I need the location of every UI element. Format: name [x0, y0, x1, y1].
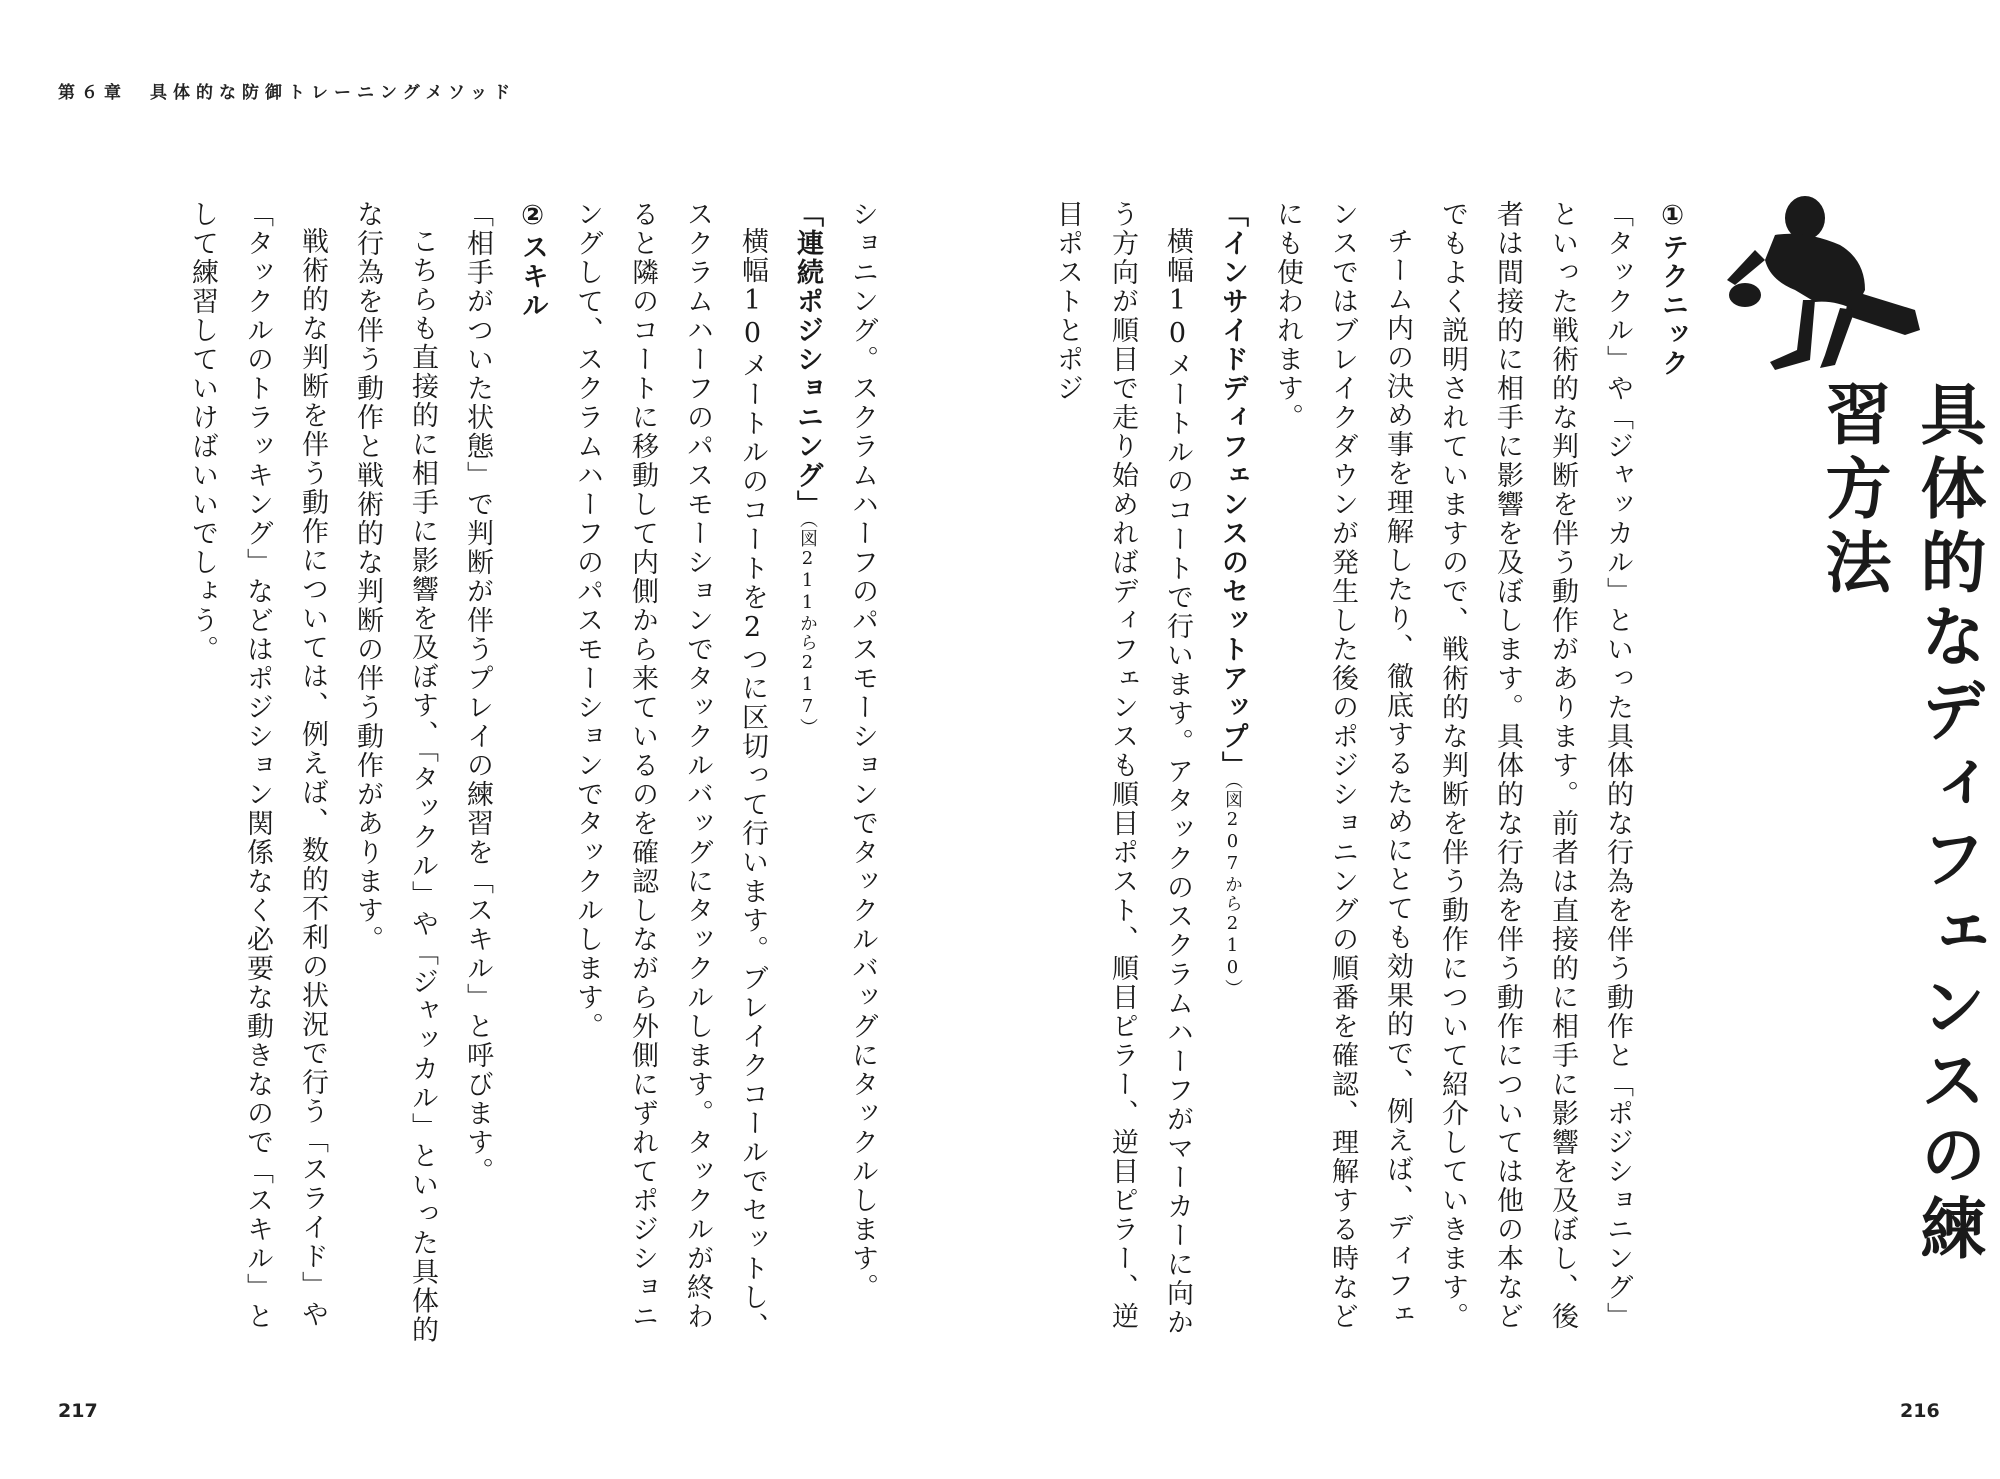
page-number-right: 216 — [1900, 1400, 1940, 1422]
paragraph: こちらも直接的に相手に影響を及ぼす、「タックル」や「ジャッカル」といった具体的な行為を伴う動作と戦術的な判断の伴う動作があります。 — [352, 200, 438, 1345]
subheading-inside-defence: 「インサイドディフェンスのセットアップ」 — [1217, 200, 1248, 780]
figure-reference: （図207から210） — [1222, 780, 1243, 998]
page-title: 具体的なディフェンスの練習方法 — [1814, 380, 1986, 1268]
paragraph: 横幅10メートルのコートで行います。アタックのスクラムハーフがマーカーに向かう方向が順目で走り始めればディフェンスも順目ポスト、順目ピラー、逆目ピラー、逆目ポストとポジ — [1052, 200, 1193, 1337]
section-heading-technique: ①テクニック — [1657, 200, 1688, 378]
paragraph: 「タックル」や「ジャッカル」といった具体的な行為を伴う動作と「ポジショニング」といった戦術的な判断を伴う動作があります。前者は直接的に相手に影響を及ぼし、後者は間接的に相手に影響を及ぼします。具体的な行為を伴う動作については他の本などでもよく説明されていますので、戦術的な判断を伴う動作について紹介していきます。 — [1437, 200, 1633, 1331]
left-page-body — [140, 200, 890, 1350]
section-heading-skill: ②スキル — [517, 200, 548, 320]
right-page-body — [1052, 200, 1700, 1350]
paragraph: ショニング。スクラムハーフのパスモーションでタックルバッグにタックルします。 — [847, 200, 878, 1302]
running-head: 第６章 具体的な防御トレーニングメソッド — [58, 83, 517, 103]
figure-reference: （図211から217） — [797, 519, 818, 737]
subheading-consecutive-positioning: 「連続ポジショニング」 — [792, 200, 823, 519]
paragraph: チーム内の決め事を理解したり、徹底するためにとても効果的で、例えば、ディフェンスではブレイクダウンが発生した後のポジショニングの順番を確認、理解する時などにも使われます。 — [1272, 200, 1413, 1331]
rugby-player-tackling-icon — [1715, 190, 1935, 380]
page-number-left: 217 — [58, 1400, 98, 1422]
paragraph: 「相手がついた状態」で判断が伴うプレイの練習を「スキル」と呼びます。 — [462, 200, 493, 1186]
paragraph: 戦術的な判断を伴う動作については、例えば、数的不利の状況で行う「スライド」や「タックルのトラッキング」などはポジション関係なく必要な動きなので「スキル」として練習していけばいいでしょう。 — [187, 200, 328, 1331]
paragraph: 横幅10メートルのコートを2つに区切って行います。ブレイクコールでセットし、スクラムハーフのパスモーションでタックルバッグにタックルします。タックルが終わると隣のコートに移動して内側から来ているのを確認しながら外側にずれてポジショニングして、スクラムハーフのパスモーションでタックルします。 — [572, 200, 768, 1341]
